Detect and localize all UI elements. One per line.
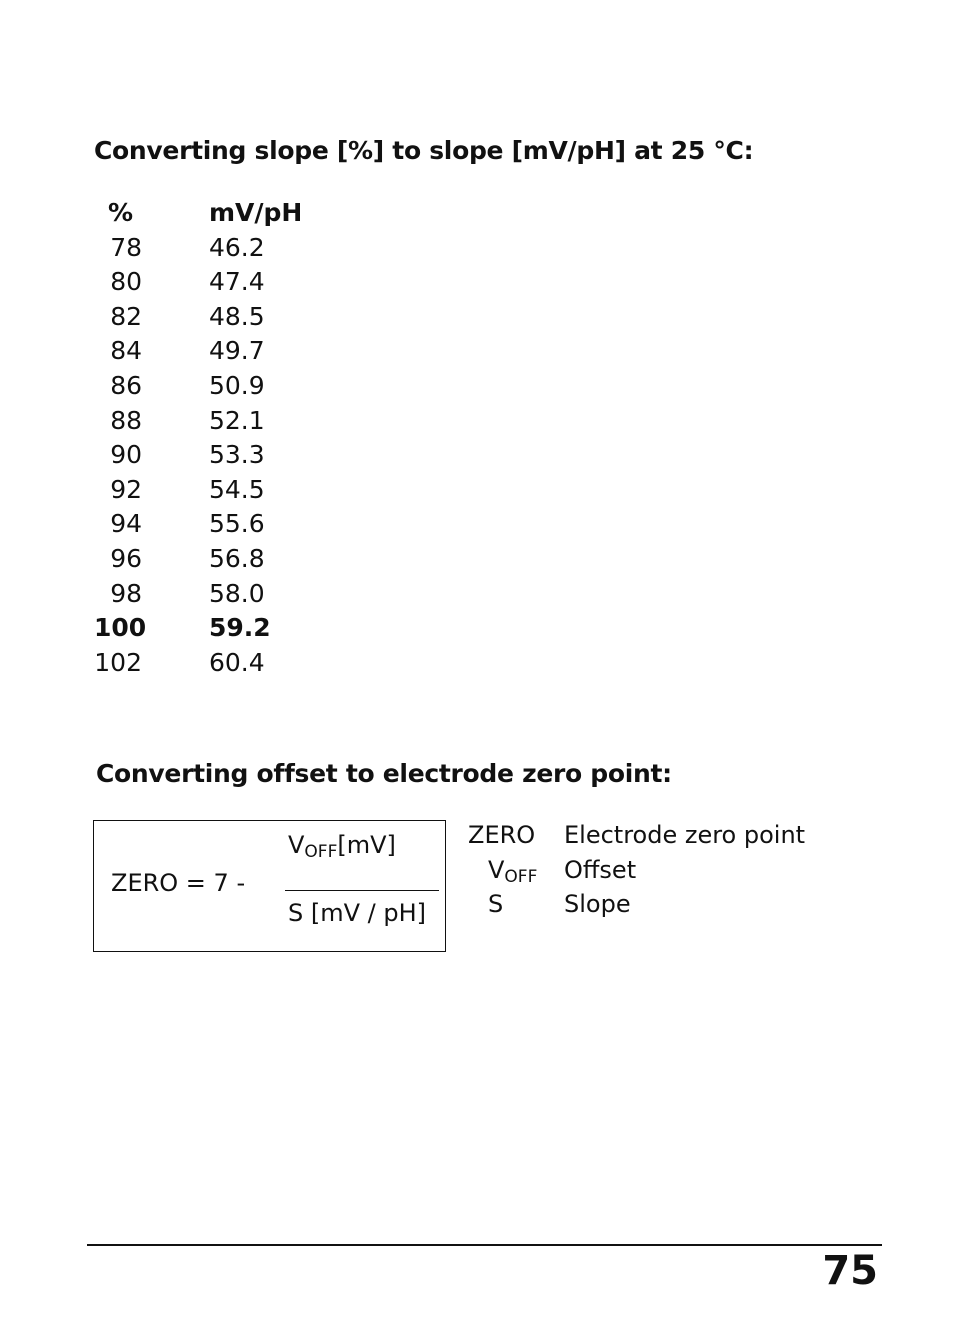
formula-numerator-subscript: OFF bbox=[304, 842, 338, 862]
percent-cell: 96 bbox=[110, 543, 142, 573]
mvph-cell: 59.2 bbox=[209, 613, 271, 643]
section-heading-slope: Converting slope [%] to slope [mV/pH] at 25 °C: bbox=[94, 136, 754, 165]
mvph-cell: 54.5 bbox=[209, 474, 265, 504]
legend-symbol: ZERO bbox=[468, 821, 536, 849]
percent-cell: 82 bbox=[110, 301, 142, 331]
mvph-cell: 55.6 bbox=[209, 509, 265, 539]
mvph-cell: 53.3 bbox=[209, 440, 265, 470]
formula-lhs: ZERO = 7 - bbox=[111, 869, 246, 897]
column-header-mvph: mV/pH bbox=[209, 198, 303, 227]
percent-cell: 94 bbox=[110, 509, 142, 539]
mvph-cell: 49.7 bbox=[209, 336, 265, 366]
percent-cell: 90 bbox=[110, 440, 142, 470]
legend-symbol bbox=[488, 853, 537, 888]
legend-description: Slope bbox=[564, 890, 631, 918]
zero-point-formula-box bbox=[93, 820, 446, 952]
percent-cell: 78 bbox=[110, 232, 142, 262]
formula-numerator bbox=[288, 831, 396, 862]
percent-cell: 92 bbox=[110, 474, 142, 504]
percent-cell: 102 bbox=[94, 647, 142, 677]
mvph-cell: 50.9 bbox=[209, 370, 265, 400]
mvph-cell: 58.0 bbox=[209, 578, 265, 608]
legend-description: Electrode zero point bbox=[564, 821, 806, 849]
legend-symbol: S bbox=[488, 890, 504, 918]
formula-numerator-unit: [mV] bbox=[337, 831, 396, 859]
legend-description: Offset bbox=[564, 855, 637, 884]
percent-cell: 84 bbox=[110, 336, 142, 366]
formula-denominator: S [mV / pH] bbox=[288, 899, 427, 927]
mvph-cell: 52.1 bbox=[209, 405, 265, 435]
page-number: 75 bbox=[822, 1248, 878, 1294]
percent-cell: 100 bbox=[94, 613, 147, 643]
mvph-cell: 56.8 bbox=[209, 543, 265, 573]
percent-cell: 80 bbox=[110, 267, 142, 297]
mvph-cell: 48.5 bbox=[209, 301, 265, 331]
section-heading-offset: Converting offset to electrode zero point: bbox=[96, 759, 672, 788]
mvph-cell: 46.2 bbox=[209, 232, 265, 262]
mvph-cell: 47.4 bbox=[209, 267, 265, 297]
column-header-percent: % bbox=[108, 198, 134, 227]
footer-divider bbox=[87, 1244, 882, 1246]
fraction-bar bbox=[285, 890, 439, 891]
percent-cell: 88 bbox=[110, 405, 142, 435]
legend-symbol-main: V bbox=[488, 855, 505, 884]
percent-cell: 86 bbox=[110, 370, 142, 400]
mvph-cell: 60.4 bbox=[209, 647, 265, 677]
legend-symbol-subscript: OFF bbox=[504, 866, 538, 887]
percent-cell: 98 bbox=[110, 578, 142, 608]
formula-numerator-symbol: V bbox=[288, 831, 305, 859]
